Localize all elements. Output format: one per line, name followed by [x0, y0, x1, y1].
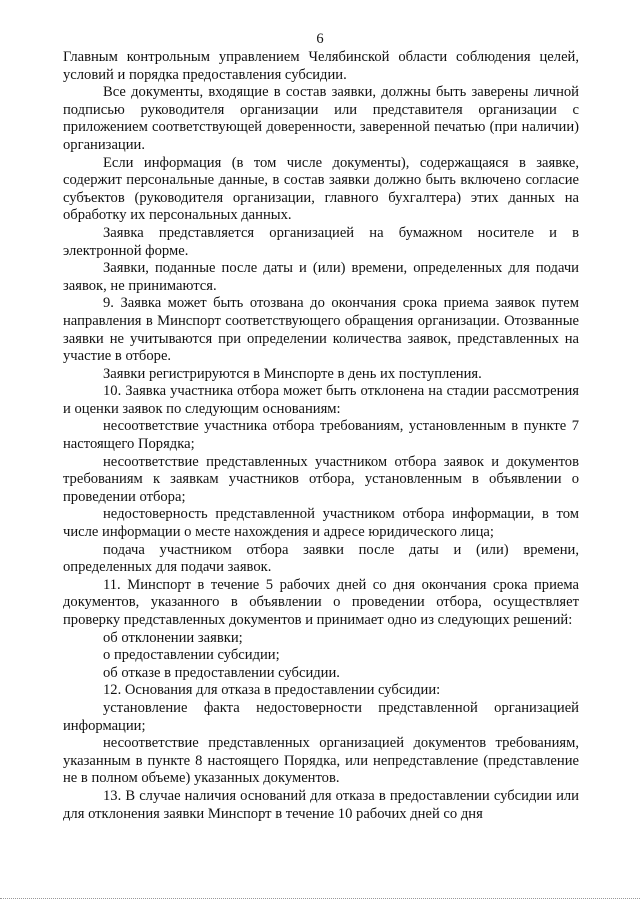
paragraph: несоответствие представленных участником отбора заявок и документов требованиям к заявкам участников отбора, установленным в объявлении о проведении отбора;: [63, 453, 579, 505]
paragraph: несоответствие участника отбора требованиям, установленным в пункте 7 настоящего Порядка;: [63, 418, 579, 453]
paragraph: об отклонении заявки;: [103, 629, 243, 646]
paragraph: 9. Заявка может быть отозвана до окончания срока приема заявок путем направления в Минспорт соответствующего обращения организации. Отозванные заявки не учитываются при определении количества заявок, представленных на участие в отборе.: [63, 295, 579, 365]
page-bottom-border: [0, 898, 640, 899]
paragraph: установление факта недостоверности представленной организацией информации;: [63, 699, 579, 734]
document-body: [63, 49, 579, 823]
paragraph: Главным контрольным управлением Челябинской области соблюдения целей, условий и порядка предоставления субсидии.: [63, 49, 579, 83]
paragraph: 10. Заявка участника отбора может быть отклонена на стадии рассмотрения и оценки заявок по следующим основаниям:: [63, 383, 579, 417]
paragraph: Заявка представляется организацией на бумажном носителе и в электронной форме.: [63, 224, 579, 259]
paragraph: несоответствие представленных организацией документов требованиям, указанным в пункте 8 настоящего Порядка, или непредставление (представление не в полном объеме) указанных документов.: [63, 735, 579, 787]
paragraph: Все документы, входящие в состав заявки, должны быть заверены личной подписью руководителя организации или представителя организации с приложением соответствующей доверенности, заверенной печатью (при наличии) организации.: [63, 84, 579, 153]
paragraph: 12. Основания для отказа в предоставлении субсидии:: [103, 682, 441, 699]
paragraph: 13. В случае наличия оснований для отказа в предоставлении субсидии или для отклонения заявки Минспорт в течение 10 рабочих дней со дня: [63, 787, 579, 822]
paragraph: об отказе в предоставлении субсидии.: [103, 664, 340, 681]
paragraph: 11. Минспорт в течение 5 рабочих дней со дня окончания срока приема документов, указанного в объявлении о проведении отбора, осуществляет проверку представленных документов и принимает одно из следующих решений:: [63, 576, 579, 628]
paragraph: о предоставлении субсидии;: [103, 647, 280, 664]
paragraph: подача участником отбора заявки после даты и (или) времени, определенных для подачи заявок.: [63, 541, 579, 576]
paragraph: недостоверность представленной участником отбора информации, в том числе информации о месте нахождения и адресе юридического лица;: [63, 506, 579, 541]
paragraph: Если информация (в том числе документы), содержащаяся в заявке, содержит персональные данные, в состав заявки должно быть включено согласие субъектов (руководителя организации, главного бухгалтера) этих данных на обработку их персональных данных.: [63, 154, 579, 224]
paragraph: Заявки, поданные после даты и (или) времени, определенных для подачи заявок, не принимаются.: [63, 260, 579, 294]
page-number: 6: [316, 31, 324, 47]
paragraph: Заявки регистрируются в Минспорте в день их поступления.: [103, 365, 482, 382]
